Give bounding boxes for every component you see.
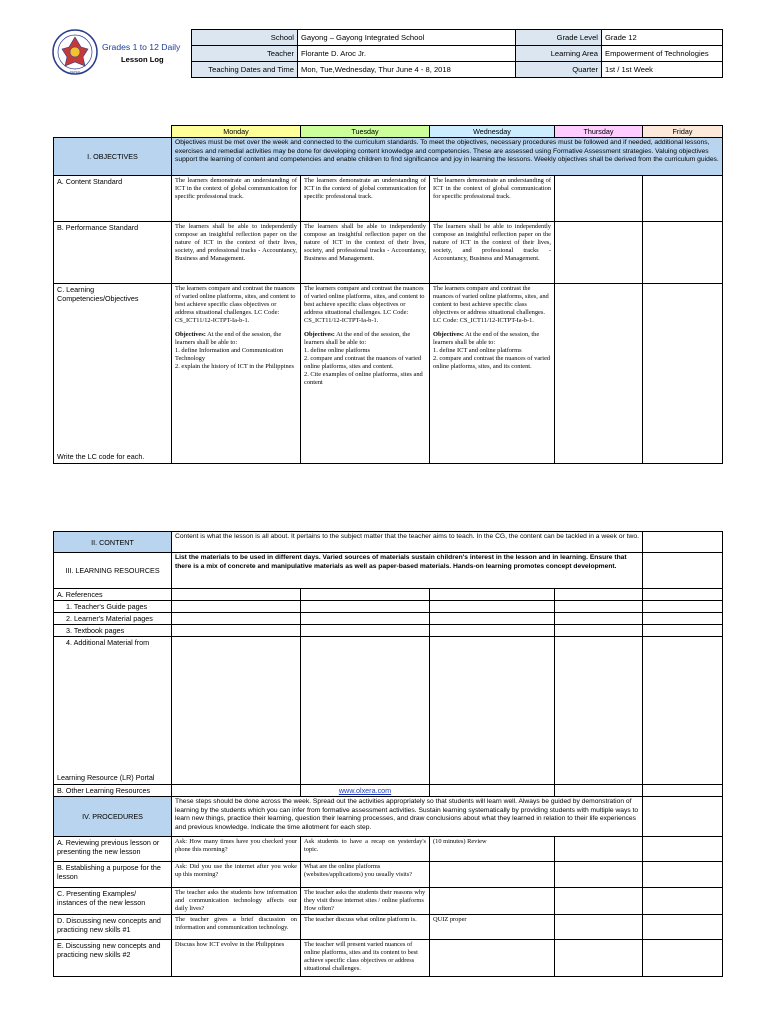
procedure-c-monday: The teacher asks the students how information and communication technology affects our daily lives? (172, 888, 301, 915)
day-header-wednesday: Wednesday (430, 126, 555, 138)
teaching-dates-label: Teaching Dates and Time (192, 62, 298, 78)
cell (301, 637, 430, 785)
teacher-value: Florante D. Aroc Jr. (298, 46, 516, 62)
cell (430, 601, 555, 613)
cell (555, 915, 643, 940)
day-header-thursday: Thursday (555, 126, 643, 138)
procedure-d-tuesday: The teacher discuss what online platform is. (301, 915, 430, 940)
cell (643, 589, 723, 601)
procedure-e-monday: Discuss how ICT evolve in the Philippines (172, 940, 301, 977)
competencies-thursday (555, 284, 643, 464)
objectives-table (53, 125, 723, 464)
svg-text:DEPED: DEPED (69, 70, 81, 74)
cell (301, 613, 430, 625)
cell (555, 888, 643, 915)
performance-standard-tuesday: The learners shall be able to independently compose an insightful reflection paper on the nature of ICT in the context of their lives, society, and professional tracks - Accountancy, Business and Management. (301, 222, 430, 284)
objectives-lead: Objectives: (175, 331, 206, 338)
procedure-d-monday: The teacher gives a brief discussion on information and communication technology. (172, 915, 301, 940)
school-value: Gayong – Gayong Integrated School (298, 30, 516, 46)
procedure-c-tuesday: The teacher asks the students their reasons why they visit those internet sites / online platforms How often? (301, 888, 430, 915)
learners-material-label: 2. Learner's Material pages (54, 613, 172, 625)
objectives-heading: I. OBJECTIVES (54, 138, 172, 176)
procedure-e-label: E. Discussing new concepts and practicing new skills #2 (54, 940, 172, 977)
cell (301, 625, 430, 637)
procedure-a-label: A. Reviewing previous lesson or presenting the new lesson (54, 837, 172, 862)
objective-intro: At the end of the session, the learners shall be able to: (304, 331, 411, 346)
procedure-a-tuesday: Ask students to have a recap on yesterday's topic. (301, 837, 430, 862)
cell (643, 625, 723, 637)
performance-standard-wednesday: The learners shall be able to independently compose an insightful reflection paper on the nature of ICT in the context of their lives, society, and professional tracks - Accountancy, Business and Management. (430, 222, 555, 284)
procedure-d-wednesday: QUIZ proper (430, 915, 555, 940)
quarter-label: Quarter (516, 62, 602, 78)
competency-text: The learners compare and contrast the nuances of varied online platforms, sites, and content to best achieve specific class objectives or address situational challenges. LC Code: CS_ICT11/12-ICTPT-Ia-b-1. (304, 285, 425, 324)
cell (430, 940, 555, 977)
cell (555, 837, 643, 862)
performance-standard-label: B. Performance Standard (54, 222, 172, 284)
content-standard-monday: The learners demonstrate an understanding of ICT in the context of global communication for specific professional track. (172, 176, 301, 222)
additional-material-label: 4. Additional Material from (66, 638, 150, 647)
content-note: Content is what the lesson is all about. It pertains to the subject matter that the teacher aims to teach. In the CG, the content can be tackled in a week or two. (172, 532, 643, 553)
references-label: A. References (54, 589, 172, 601)
objective-item: 2. explain the history of ICT in the Philippines (175, 363, 294, 370)
procedures-note: These steps should be done across the week. Spread out the activities appropriately so that students will learn well. Always be guided by demonstration of learning by the students which you can infer from formative assessment activities. Sustain learning systematically by providing students with multiple ways to learn new things, practice their learning, question their learning processes, and draw conclusions about what they learned in relation to their life experiences and previous knowledge. Indicate the time allotment for each step. (172, 797, 643, 837)
cell (301, 601, 430, 613)
cell (430, 888, 555, 915)
cell (643, 637, 723, 785)
procedure-b-monday: Ask: Did you use the internet after you woke up this morning? (172, 862, 301, 888)
cell (643, 940, 723, 977)
objective-item: 1. define ICT and online platforms (433, 347, 522, 354)
cell (643, 613, 723, 625)
cell (301, 589, 430, 601)
cell (172, 637, 301, 785)
objective-item: 2. compare and contrast the nuances of varied online platforms, sites and content. (304, 355, 422, 370)
cell (555, 862, 643, 888)
competencies-label-cell (54, 284, 172, 464)
learning-area-label: Learning Area (516, 46, 602, 62)
competencies-wednesday (430, 284, 555, 464)
cell (555, 785, 643, 797)
grade-level-value: Grade 12 (602, 30, 723, 46)
deped-header (47, 29, 189, 79)
cell (643, 837, 723, 862)
day-header-friday: Friday (643, 126, 723, 138)
procedure-a-wednesday: (10 minutes) Review (430, 837, 555, 862)
performance-standard-monday: The learners shall be able to independently compose an insightful reflection paper on the nature of ICT in the context of their lives, society, and professional tracks - Accountancy, Business and Management. (172, 222, 301, 284)
teacher-label: Teacher (192, 46, 298, 62)
procedure-a-monday: Ask: How many times have you checked your phone this morning? (172, 837, 301, 862)
objective-item: 2. Cite examples of online platforms, sites and content (304, 371, 423, 386)
content-heading: II. CONTENT (54, 532, 172, 553)
objective-intro: At the end of the session, the learners shall be able to: (175, 331, 282, 346)
content-standard-tuesday: The learners demonstrate an understanding of ICT in the context of global communication for specific professional track. (301, 176, 430, 222)
cell (555, 637, 643, 785)
lesson-table (53, 531, 723, 977)
cell (643, 785, 723, 797)
cell (643, 915, 723, 940)
other-resources-link-cell (301, 785, 430, 797)
procedure-d-label: D. Discussing new concepts and practicing new skills #1 (54, 915, 172, 940)
resources-friday (643, 553, 723, 589)
procedure-b-tuesday: What are the online platforms (websites/applications) you usually visits? (301, 862, 430, 888)
procedures-friday (643, 797, 723, 837)
learning-resources-heading: III. LEARNING RESOURCES (54, 553, 172, 589)
header-table (191, 29, 723, 78)
form-subtitle: Lesson Log (121, 55, 164, 64)
procedures-heading: IV. PROCEDURES (54, 797, 172, 837)
day-header-monday: Monday (172, 126, 301, 138)
cell (555, 625, 643, 637)
procedure-b-label: B. Establishing a purpose for the lesson (54, 862, 172, 888)
content-standard-thursday (555, 176, 643, 222)
lc-code-note: Write the LC code for each. (57, 452, 145, 461)
competencies-friday (643, 284, 723, 464)
teaching-dates-value: Mon, Tue,Wednesday, Thur June 4 - 8, 2018 (298, 62, 516, 78)
cell (172, 625, 301, 637)
other-resources-link[interactable]: www.olxera.com (338, 786, 392, 795)
cell (430, 613, 555, 625)
content-standard-wednesday: The learners demonstrate an understanding of ICT in the context of global communication for specific professional track. (430, 176, 555, 222)
objectives-note: Objectives must be met over the week and connected to the curriculum standards. To meet the objectives, necessary procedures must be followed and if needed, additional lessons, exercises and remedial activities may be done for developing content knowledge and competencies. These are assessed using Formative Assessment strategies. Valuing objectives support the learning of content and competencies and enable children to find significance and joy in learning the lessons. Weekly objectives shall be derived from the curriculum guides. (172, 138, 723, 176)
cell (555, 613, 643, 625)
grade-level-label: Grade Level (516, 30, 602, 46)
content-standard-friday (643, 176, 723, 222)
additional-material-cell (54, 637, 172, 785)
quarter-value: 1st / 1st Week (602, 62, 723, 78)
cell (430, 589, 555, 601)
competency-text: The learners compare and contrast the nuances of varied online platforms, sites, and content to best achieve specific class objectives or address situational challenges. LC Code: CS_ICT11/12-ICTPT-Ia-b-1. (175, 285, 296, 324)
objectives-lead: Objectives: (304, 331, 335, 338)
teachers-guide-label: 1. Teacher's Guide pages (54, 601, 172, 613)
cell (430, 625, 555, 637)
content-standard-label: A. Content Standard (54, 176, 172, 222)
cell (643, 601, 723, 613)
learning-resources-note: List the materials to be used in different days. Varied sources of materials sustain children's interest in the lesson and in learning. Ensure that there is a mix of concrete and manipulative materials as well as paper-based materials. Hands-on learning promotes concept development. (172, 553, 643, 589)
other-resources-label: B. Other Learning Resources (54, 785, 172, 797)
cell (430, 637, 555, 785)
cell (555, 601, 643, 613)
day-header-tuesday: Tuesday (301, 126, 430, 138)
deped-seal-icon (52, 29, 98, 75)
objectives-lead: Objectives: (433, 331, 464, 338)
objective-item: 1. define online platforms (304, 347, 371, 354)
cell (172, 613, 301, 625)
form-title: Grades 1 to 12 Daily (102, 42, 181, 52)
cell (643, 862, 723, 888)
objective-item: 2. compare and contrast the nuances of varied online platforms, sites, and its content. (433, 355, 551, 370)
cell (172, 601, 301, 613)
cell (172, 785, 301, 797)
objective-item: 1. define Information and Communication Technology (175, 347, 284, 362)
performance-standard-friday (643, 222, 723, 284)
procedure-c-label: C. Presenting Examples/ instances of the new lesson (54, 888, 172, 915)
cell (172, 589, 301, 601)
cell (555, 589, 643, 601)
competency-text: The learners compare and contrast the nuances of varied online platforms, sites, and content to best achieve specific class objectives or address situational challenges. LC Code: CS_ICT11/12-ICTPT-Ia-b-1. (433, 285, 549, 324)
competencies-tuesday (301, 284, 430, 464)
learning-area-value: Empowerment of Technologies (602, 46, 723, 62)
cell (430, 862, 555, 888)
cell (555, 940, 643, 977)
school-label: School (192, 30, 298, 46)
performance-standard-thursday (555, 222, 643, 284)
competencies-label: C. Learning Competencies/Objectives (57, 285, 139, 303)
cell (430, 785, 555, 797)
lr-portal-label: Learning Resource (LR) Portal (57, 773, 155, 782)
content-friday (643, 532, 723, 553)
procedure-e-tuesday: The teacher will present varied nuances of online platforms, sites and its content to best achieve specific class objectives or address situational challenges. (301, 940, 430, 977)
competencies-monday (172, 284, 301, 464)
objective-intro: At the end of the session, the learners shall be able to: (433, 331, 540, 346)
textbook-label: 3. Textbook pages (54, 625, 172, 637)
cell (643, 888, 723, 915)
